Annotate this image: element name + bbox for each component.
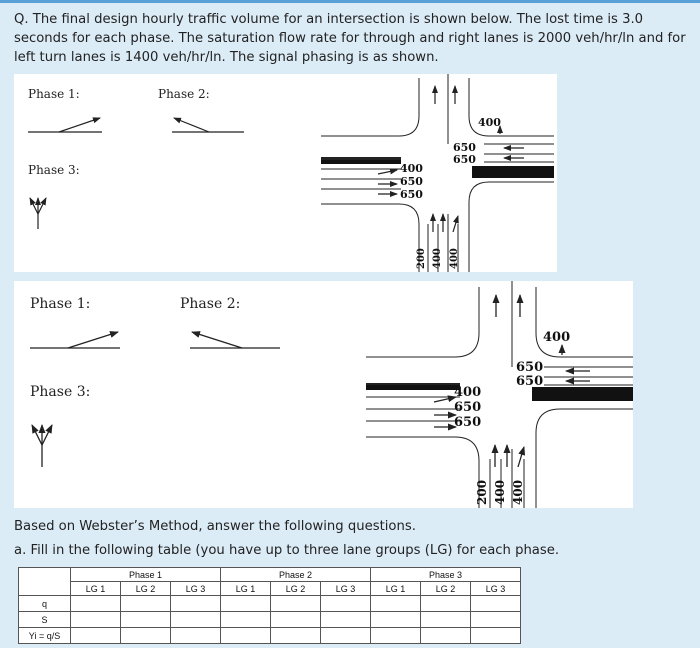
table-cell[interactable]: [71, 612, 121, 628]
table-cell[interactable]: [321, 628, 371, 644]
north-arrows-2: [496, 295, 520, 317]
table-cell[interactable]: [371, 596, 421, 612]
phase-2-label-2: Phase 2:: [180, 296, 241, 312]
table-cell[interactable]: [421, 596, 471, 612]
lg-header: LG 3: [171, 582, 221, 596]
phase-3-label: Phase 3:: [28, 163, 80, 177]
phase-2-header: Phase 2: [221, 568, 371, 582]
phase-1-symbol: [28, 118, 102, 132]
phase-1-label: Phase 1:: [28, 87, 80, 101]
table-cell[interactable]: [471, 612, 521, 628]
west-median-2: [366, 385, 460, 390]
eastbound-arrows-1: [378, 170, 397, 194]
northbound-through-volume: 400: [432, 248, 443, 269]
row-label-s: S: [19, 612, 71, 628]
instructions: [14, 515, 686, 563]
table-cell[interactable]: [471, 596, 521, 612]
phase-1-symbol-2: [30, 332, 120, 348]
table-row-yi: [19, 628, 521, 644]
table-cell[interactable]: [371, 612, 421, 628]
table-cell[interactable]: [471, 628, 521, 644]
westbound-right-volume: 650: [453, 153, 476, 166]
table-cell[interactable]: [121, 612, 171, 628]
westbound-arrows-1: [500, 126, 524, 158]
northbound-left-volume: 200: [416, 248, 427, 269]
phase-3-symbol: [30, 198, 46, 229]
east-median-2: [532, 387, 633, 401]
table-cell[interactable]: [171, 596, 221, 612]
phase-2-symbol: [172, 118, 244, 132]
westbound-left-volume: 400: [478, 116, 501, 129]
intersection-figure-2: [14, 281, 633, 508]
table-cell[interactable]: [121, 596, 171, 612]
west-median: [321, 160, 401, 164]
lg-header: LG 1: [371, 582, 421, 596]
eastbound-right-volume: 650: [400, 188, 423, 201]
table-header-phases: [19, 568, 521, 582]
instructions-line-1: Based on Webster’s Method, answer the following questions.: [14, 519, 416, 534]
lane-group-table: [18, 567, 521, 644]
table-header-lane-groups: [19, 582, 521, 596]
phase-3-header: Phase 3: [371, 568, 521, 582]
northbound-right-volume: 400: [449, 248, 460, 269]
northbound-through-volume-2: 400: [493, 479, 507, 505]
lg-header: LG 3: [321, 582, 371, 596]
table-row-s: [19, 612, 521, 628]
table-cell[interactable]: [221, 628, 271, 644]
table-cell[interactable]: [221, 596, 271, 612]
table-cell[interactable]: [321, 612, 371, 628]
phase-1-label-2: Phase 1:: [30, 296, 91, 312]
intersection-figure-1: [14, 74, 557, 272]
eastbound-right-volume-2: 650: [454, 415, 482, 430]
northbound-arrows-1: [433, 214, 458, 232]
lg-header: LG 2: [421, 582, 471, 596]
table-cell[interactable]: [221, 612, 271, 628]
intersection-diagram-2: [14, 281, 633, 508]
table-cell[interactable]: [271, 612, 321, 628]
eastbound-left-volume: 400: [400, 162, 423, 175]
lg-header: LG 2: [121, 582, 171, 596]
table-cell[interactable]: [171, 628, 221, 644]
westbound-arrows-2: [562, 345, 590, 381]
table-cell[interactable]: [271, 596, 321, 612]
instructions-line-2: a. Fill in the following table (you have up to three lane groups (LG) for each phase.: [14, 543, 560, 558]
table-cell[interactable]: [421, 628, 471, 644]
table-cell[interactable]: [421, 612, 471, 628]
table-corner-cell: [19, 568, 71, 596]
westbound-through-volume: 650: [453, 141, 476, 154]
lg-header: LG 2: [271, 582, 321, 596]
lg-header: LG 3: [471, 582, 521, 596]
northbound-left-volume-2: 200: [475, 479, 489, 505]
phase-1-header: Phase 1: [71, 568, 221, 582]
eastbound-arrows-2: [434, 397, 456, 427]
row-label-q: q: [19, 596, 71, 612]
eastbound-left-volume-2: 400: [454, 385, 482, 400]
table-cell[interactable]: [71, 628, 121, 644]
table-cell[interactable]: [371, 628, 421, 644]
north-arrows-1: [435, 86, 455, 104]
table-row-q: [19, 596, 521, 612]
question-text: Q. The final design hourly traffic volume for an intersection is shown below. The lost time is 3.0 seconds for each phase. The saturation flow rate for through and right lanes is 2000 veh/hr/ln and for left turn lanes is 1400 veh/hr/ln. The signal phasing is as shown.: [14, 12, 686, 65]
westbound-right-volume-2: 650: [516, 374, 544, 389]
phase-2-symbol-2: [190, 332, 280, 348]
east-median: [472, 166, 554, 178]
northbound-right-volume-2: 400: [511, 479, 525, 505]
phase-2-label: Phase 2:: [158, 87, 210, 101]
eastbound-through-volume: 650: [400, 175, 423, 188]
phase-3-label-2: Phase 3:: [30, 384, 91, 400]
table-cell[interactable]: [271, 628, 321, 644]
table-cell[interactable]: [71, 596, 121, 612]
northbound-arrows-2: [495, 445, 524, 467]
table-cell[interactable]: [171, 612, 221, 628]
table-cell[interactable]: [321, 596, 371, 612]
lg-header: LG 1: [221, 582, 271, 596]
phase-3-symbol-2: [32, 425, 52, 467]
westbound-through-volume-2: 650: [516, 360, 544, 375]
top-accent-line: [0, 0, 700, 3]
intersection-diagram-1: [14, 74, 557, 272]
row-label-yi: Yi = q/S: [19, 628, 71, 644]
lg-header: LG 1: [71, 582, 121, 596]
table-cell[interactable]: [121, 628, 171, 644]
westbound-left-volume-2: 400: [543, 330, 571, 345]
eastbound-through-volume-2: 650: [454, 400, 482, 415]
